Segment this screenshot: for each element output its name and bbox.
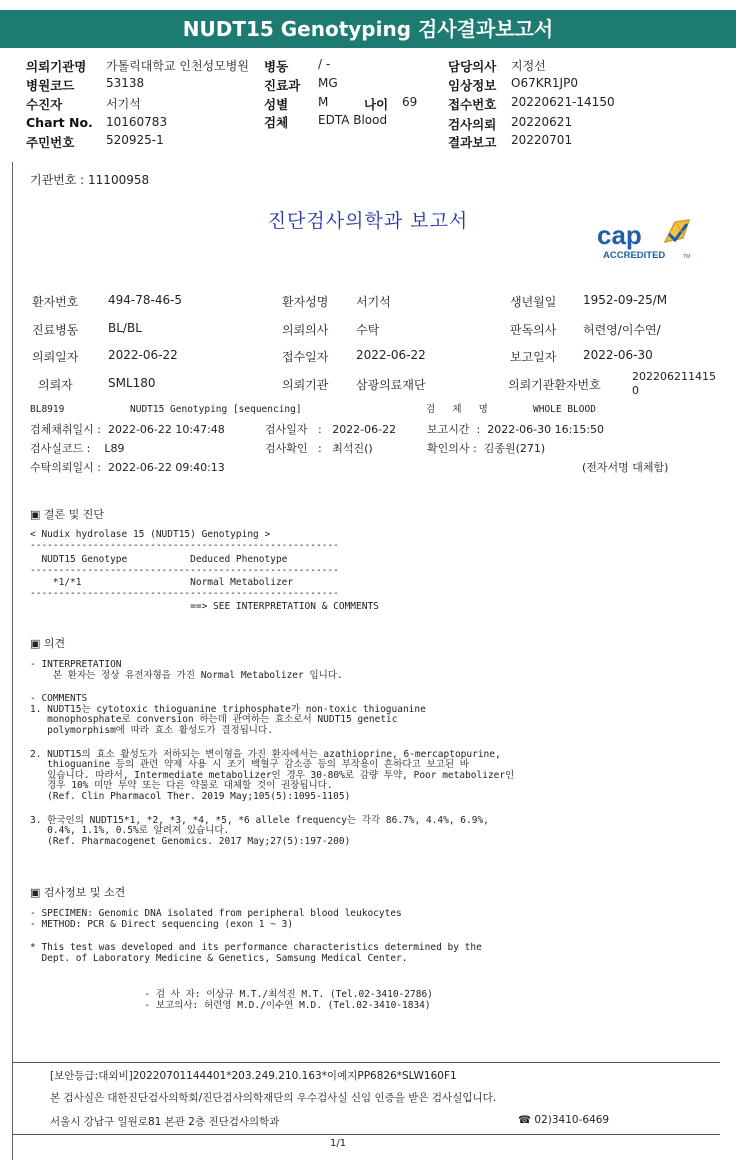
report-title: 진단검사의학과 보고서 [267,210,469,232]
cap-accredited-logo [595,214,705,264]
test-date: 검사일자 : 2022-06-22 [265,423,397,436]
patient-field-value: 허련영/이수연/ [583,323,661,337]
header-label: 진료과 [264,78,301,93]
result-see-note: ==> SEE INTERPRETATION & COMMENTS [30,601,379,612]
header-label: 수진자 [26,97,63,112]
patient-field-value: 서기석 [356,295,391,309]
patient-field-value: 494-78-46-5 [108,293,183,307]
info-line: - 보고의사: 허련영 M.D./이수연 M.D. (Tel.02-3410-1834) [30,1000,431,1011]
lab-phone: ☎ 02)3410-6469 [518,1114,610,1126]
patient-field-label: 판독의사 [510,323,557,337]
header-label: 임상정보 [448,78,497,93]
certification-note: 본 검사실은 대한진단검사의학회/진단검사의학재단의 우수검사실 신임 인증을 받은 검사실입니다. [50,1092,497,1104]
result-divider: ------------------------------------------------------ [30,565,339,576]
header-value: 가톨릭대학교 인천성모병원 [106,59,249,73]
opinion-line: (Ref. Clin Pharmacol Ther. 2019 May;105(5):1095-1105) [30,791,351,802]
header-label: Chart No. [26,115,93,130]
opinion-line: 본 환자는 정상 유전자형을 가진 Normal Metabolizer 입니다. [30,669,343,681]
page-left-border [12,162,13,1160]
patient-field-value: BL/BL [108,321,142,335]
opinion-line: 1. NUDT15는 cytotoxic thioguanine triphosphate가 non-toxic thioguanine [30,703,426,715]
patient-field-value: 2022-06-30 [583,348,653,362]
patient-field-label: 생년월일 [510,295,557,309]
patient-field-label: 환자번호 [32,295,79,309]
lab-address: 서울시 강남구 일원로81 본관 2층 진단검사의학과 [50,1116,280,1128]
header-label: 병원코드 [26,78,75,93]
header-label: 결과보고 [448,135,497,150]
info-section-header: ▣ 검사정보 및 소견 [30,886,126,899]
page-number: 1/1 [330,1138,347,1149]
security-line: [보안등급:대외비]20220701144401*203.249.210.163*이예지PP6826*SLW160F1 [50,1070,457,1082]
patient-field-value: 2022-06-22 [108,348,178,362]
header-value: MG [318,76,338,90]
opinion-line: 2. NUDT15의 효소 활성도가 저하되는 변이형을 가진 환자에서는 azathioprine, 6-mercaptopurine, [30,748,501,760]
collection-datetime: 검체채취일시 : 2022-06-22 10:47:48 [30,423,225,436]
patient-field-label: 의뢰자 [38,378,73,392]
test-code: BL8919 [30,404,65,415]
patient-field-value: 202206211415 [632,370,716,383]
patient-field-label: 의뢰의사 [282,323,329,337]
lab-code: 검사실코드 : L89 [30,442,125,455]
cap-logo-text: cap [597,220,642,250]
opinion-line: polymorphism에 따라 효소 활성도가 결정됩니다. [30,725,273,736]
opinion-line: 3. 한국인의 NUDT15*1, *2, *3, *4, *5, *6 allele frequency는 각각 86.7%, 4.4%, 6.9%, [30,814,489,826]
header-value: 10160783 [106,115,168,129]
cap-logo-trademark: TM [683,254,691,260]
header-value: M [318,95,329,109]
patient-field-value-wrap: 0 [632,384,639,397]
e-signature-note: (전자서명 대체함) [582,461,669,474]
patient-field-label: 의뢰기관환자번호 [508,378,601,392]
info-line: - 검 사 자: 이상규 M.T./최석진 M.T. (Tel.02-3410-2786) [30,989,433,1001]
opinion-line: - COMMENTS [30,693,88,705]
header-value: / - [318,57,331,71]
specimen-label: 검 체 명 [426,404,488,415]
header-value: EDTA Blood [318,113,388,127]
opinion-line: 0.4%, 1.1%, 0.5%로 알려져 있습니다. [30,825,230,837]
result-line: NUDT15 Genotype Deduced Phenotype [30,554,288,565]
patient-field-label: 의뢰기관 [282,378,329,392]
header-value: 53138 [106,76,145,90]
header-value: 20220621 [511,115,573,129]
report-time: 보고시간 : 2022-06-30 16:15:50 [427,423,605,436]
header-label: 검체 [264,115,289,130]
header-value: O67KR1JP0 [511,76,578,90]
result-genotype-row: *1/*1 Normal Metabolizer [30,577,294,588]
header-label: 병동 [264,59,289,74]
result-divider: ------------------------------------------------------ [30,588,339,599]
footer-divider-bottom [12,1134,720,1135]
patient-field-label: 진료병동 [32,323,79,337]
cap-logo-subtext: ACCREDITED [603,250,666,261]
patient-field-label: 접수일자 [282,350,329,364]
specimen-value: WHOLE BLOOD [533,404,596,415]
header-label: 담당의사 [448,59,497,74]
info-line: - METHOD: PCR & Direct sequencing (exon 1 ~ 3) [30,918,294,930]
info-line: Dept. of Laboratory Medicine & Genetics, Samsung Medical Center. [30,952,408,964]
patient-field-label: 보고일자 [510,350,557,364]
test-name: NUDT15 Genotyping [sequencing] [130,404,302,415]
patient-field-value: 수탁 [356,323,380,337]
patient-field-value: 1952-09-25/M [583,293,668,307]
result-line: < Nudix hydrolase 15 (NUDT15) Genotyping > [30,529,271,540]
patient-field-value: 2022-06-22 [356,348,426,362]
confirm-doctor: 확인의사 : 김종원(271) [427,442,546,455]
opinion-line: thioguanine 등의 관련 약제 사용 시 조기 백혈구 감소증 등의 부작용이 흔하다고 보고된 바 [30,759,469,771]
header-label: 접수번호 [448,97,497,112]
header-label: 의뢰기관명 [26,59,87,74]
opinion-line: - INTERPRETATION [30,659,122,670]
opinion-line: monophosphate로 conversion 하는데 관여하는 효소로서 NUDT15 genetic [30,714,398,726]
info-line: * This test was developed and its performance characteristics determined by the [30,942,482,954]
header-label: 검사의뢰 [448,117,497,132]
header-label: 성별 [264,97,289,112]
header-value: 20220701 [511,133,573,147]
opinion-line: (Ref. Pharmacogenet Genomics. 2017 May;27(5):197-200) [30,835,351,847]
header-label: 나이 [364,97,389,112]
header-value: 20220621-14150 [511,95,615,109]
institution-number: 기관번호 : 11100958 [30,173,150,187]
test-confirm: 검사확인 : 최석진() [265,442,373,455]
patient-field-value: 삼광의료재단 [356,378,426,392]
header-value: 지정선 [511,59,546,73]
result-section-header: ▣ 결론 및 진단 [30,508,105,521]
patient-field-label: 의뢰일자 [32,350,79,364]
header-value: 520925-1 [106,133,164,147]
footer-divider [12,1062,720,1063]
header-value: 69 [402,95,418,109]
result-divider: ------------------------------------------------------ [30,540,339,551]
opinion-line: 있습니다. 따라서, Intermediate metabolizer인 경우 30-80%로 감량 투약, Poor metabolizer인 [30,769,515,781]
contract-request-datetime: 수탁의뢰일시 : 2022-06-22 09:40:13 [30,461,225,474]
opinion-line: 경우 10% 미만 투약 또는 다른 약물로 대체할 것이 권장됩니다. [30,780,333,792]
info-line: - SPECIMEN: Genomic DNA isolated from peripheral blood leukocytes [30,908,402,919]
report-banner-title: NUDT15 Genotyping 검사결과보고서 [0,10,736,48]
patient-field-label: 환자성명 [282,295,329,309]
header-value: 서기석 [106,97,141,111]
header-label: 주민번호 [26,135,75,150]
patient-field-value: SML180 [108,376,156,390]
opinion-section-header: ▣ 의견 [30,637,66,650]
